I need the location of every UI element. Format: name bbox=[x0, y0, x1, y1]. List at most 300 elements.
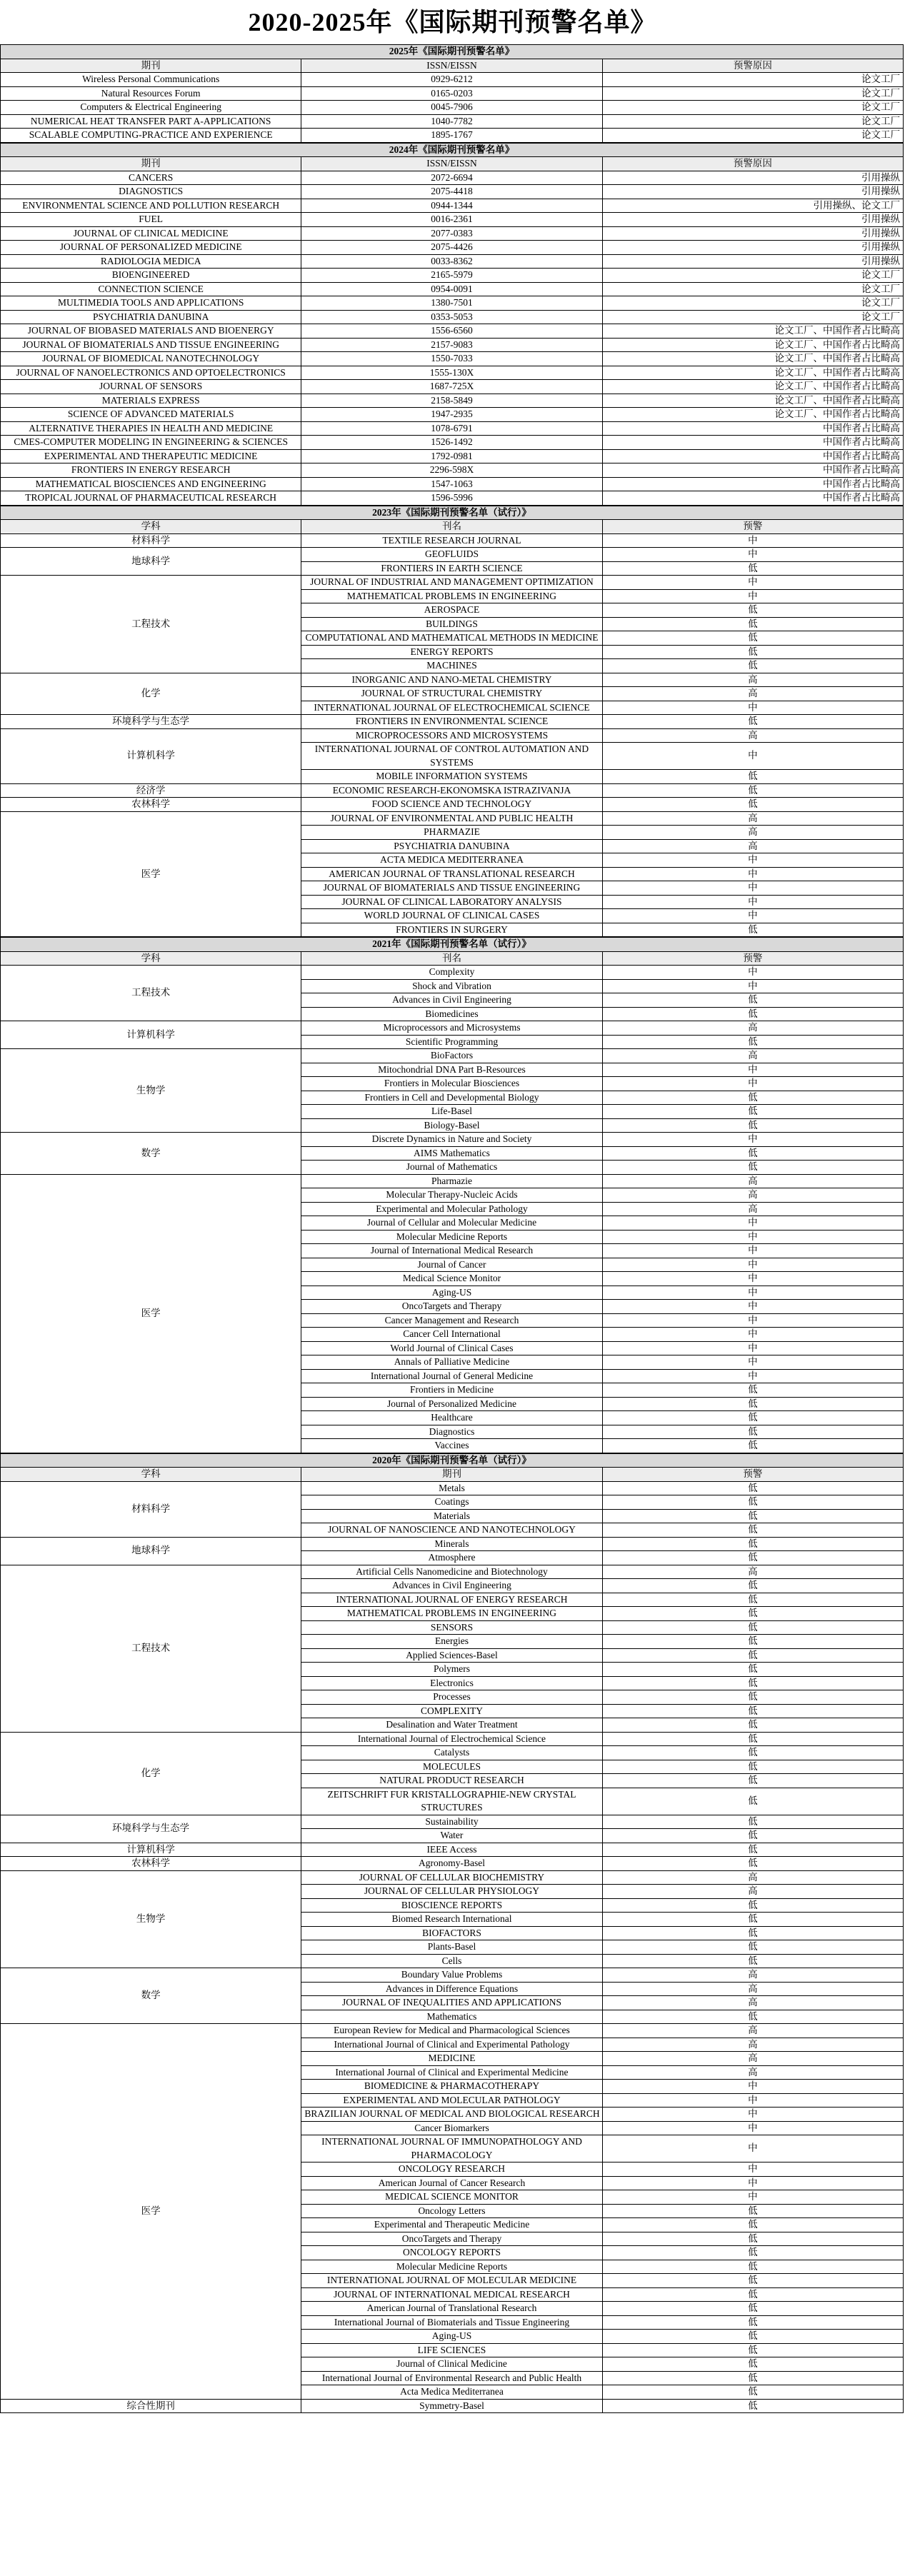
section-title: 2021年《国际期刊预警名单（试行）》 bbox=[1, 938, 904, 952]
warning-level: 中 bbox=[602, 1286, 903, 1300]
journal-name: ENVIRONMENTAL SCIENCE AND POLLUTION RESEARCH bbox=[1, 199, 301, 213]
journal-name: OncoTargets and Therapy bbox=[301, 2232, 602, 2246]
column-header: 预警原因 bbox=[602, 59, 903, 73]
warning-level: 低 bbox=[602, 2371, 903, 2385]
warning-reason: 中国作者占比畸高 bbox=[602, 449, 903, 463]
journal-name: MOLECULES bbox=[301, 1760, 602, 1774]
warning-level: 中 bbox=[602, 909, 903, 923]
journal-name: Aging-US bbox=[301, 1286, 602, 1300]
journal-name: FRONTIERS IN ENVIRONMENTAL SCIENCE bbox=[301, 715, 602, 729]
section-title: 2020年《国际期刊预警名单（试行）》 bbox=[1, 1453, 904, 1468]
subject-cell: 材料科学 bbox=[1, 533, 301, 548]
table-row bbox=[1, 1870, 904, 1885]
journal-name: FOOD SCIENCE AND TECHNOLOGY bbox=[301, 798, 602, 812]
subject-table bbox=[0, 1453, 904, 2414]
subject-cell: 环境科学与生态学 bbox=[1, 715, 301, 729]
table-row bbox=[1, 533, 904, 548]
journal-name: AIMS Mathematics bbox=[301, 1146, 602, 1161]
table-row bbox=[1, 2399, 904, 2413]
table-row bbox=[1, 296, 904, 311]
journal-name: Energies bbox=[301, 1635, 602, 1649]
warning-level: 低 bbox=[602, 2204, 903, 2218]
issn: 1596-5996 bbox=[301, 491, 602, 506]
issn: 0954-0091 bbox=[301, 282, 602, 296]
journal-name: RADIOLOGIA MEDICA bbox=[1, 254, 301, 269]
page-title: 2020-2025年《国际期刊预警名单》 bbox=[248, 8, 657, 36]
table-row bbox=[1, 171, 904, 185]
journal-name: International Journal of Electrochemical Science bbox=[301, 1732, 602, 1746]
warning-level: 高 bbox=[602, 2024, 903, 2038]
table-row bbox=[1, 811, 904, 826]
issn: 2072-6694 bbox=[301, 171, 602, 185]
issn: 0944-1344 bbox=[301, 199, 602, 213]
journal-name: INTERNATIONAL JOURNAL OF IMMUNOPATHOLOGY AND PHARMACOLOGY bbox=[301, 2135, 602, 2162]
warning-level: 中 bbox=[602, 2135, 903, 2162]
journal-name: AEROSPACE bbox=[301, 603, 602, 618]
table-row bbox=[1, 1481, 904, 1495]
warning-reason: 引用操纵、论文工厂 bbox=[602, 199, 903, 213]
journal-name: Cells bbox=[301, 1954, 602, 1968]
warning-reason: 中国作者占比畸高 bbox=[602, 463, 903, 478]
journal-name: BUILDINGS bbox=[301, 617, 602, 631]
table-row bbox=[1, 548, 904, 562]
subject-table bbox=[0, 506, 904, 938]
warning-level: 低 bbox=[602, 1676, 903, 1690]
journal-name: NATURAL PRODUCT RESEARCH bbox=[301, 1774, 602, 1788]
journal-name: PSYCHIATRIA DANUBINA bbox=[301, 839, 602, 853]
warning-level: 高 bbox=[602, 1870, 903, 1885]
journal-name: Computers & Electrical Engineering bbox=[1, 101, 301, 115]
warning-reason: 论文工厂 bbox=[602, 310, 903, 324]
journal-name: European Review for Medical and Pharmacological Sciences bbox=[301, 2024, 602, 2038]
journal-name: TROPICAL JOURNAL OF PHARMACEUTICAL RESEARCH bbox=[1, 491, 301, 506]
table-row bbox=[1, 436, 904, 450]
journal-name: JOURNAL OF NANOSCIENCE AND NANOTECHNOLOGY bbox=[301, 1523, 602, 1538]
warning-level: 低 bbox=[602, 1425, 903, 1439]
journal-name: Pharmazie bbox=[301, 1174, 602, 1188]
journal-name: Sustainability bbox=[301, 1815, 602, 1829]
table-row bbox=[1, 129, 904, 143]
warning-level: 中 bbox=[602, 1063, 903, 1077]
header-row bbox=[1, 520, 904, 534]
journal-name: Advances in Civil Engineering bbox=[301, 1579, 602, 1593]
journal-name: INTERNATIONAL JOURNAL OF CONTROL AUTOMATION AND SYSTEMS bbox=[301, 743, 602, 770]
warning-level: 低 bbox=[602, 1857, 903, 1871]
subject-cell: 医学 bbox=[1, 1174, 301, 1453]
warning-level: 低 bbox=[602, 2399, 903, 2413]
journal-name: JOURNAL OF CLINICAL MEDICINE bbox=[1, 226, 301, 241]
journal-name: SENSORS bbox=[301, 1620, 602, 1635]
journal-name: Agronomy-Basel bbox=[301, 1857, 602, 1871]
warning-level: 高 bbox=[602, 1885, 903, 1899]
warning-level: 高 bbox=[602, 839, 903, 853]
journal-name: International Journal of Environmental Research and Public Health bbox=[301, 2371, 602, 2385]
journal-name: Mathematics bbox=[301, 2010, 602, 2024]
warning-level: 高 bbox=[602, 1049, 903, 1063]
issn: 2075-4426 bbox=[301, 241, 602, 255]
warning-level: 中 bbox=[602, 1077, 903, 1091]
journal-name: JOURNAL OF INTERNATIONAL MEDICAL RESEARCH bbox=[301, 2287, 602, 2302]
warning-level: 低 bbox=[602, 1579, 903, 1593]
journal-name: AMERICAN JOURNAL OF TRANSLATIONAL RESEARCH bbox=[301, 867, 602, 881]
warning-level: 高 bbox=[602, 1968, 903, 1983]
journal-name: Applied Sciences-Basel bbox=[301, 1648, 602, 1663]
subject-cell: 工程技术 bbox=[1, 576, 301, 673]
warning-level: 低 bbox=[602, 2385, 903, 2400]
journal-name: JOURNAL OF BIOMATERIALS AND TISSUE ENGINEERING bbox=[301, 881, 602, 896]
warning-level: 低 bbox=[602, 1829, 903, 1843]
journal-name: CANCERS bbox=[1, 171, 301, 185]
journal-name: Journal of Cellular and Molecular Medicine bbox=[301, 1216, 602, 1231]
warning-level: 低 bbox=[602, 561, 903, 576]
journal-name: BIOFACTORS bbox=[301, 1926, 602, 1940]
warning-reason: 论文工厂、中国作者占比畸高 bbox=[602, 352, 903, 366]
column-header: ISSN/EISSN bbox=[301, 59, 602, 73]
warning-reason: 引用操纵 bbox=[602, 213, 903, 227]
warning-level: 中 bbox=[602, 1300, 903, 1314]
subject-cell: 地球科学 bbox=[1, 548, 301, 576]
warning-level: 低 bbox=[602, 1537, 903, 1551]
journal-name: JOURNAL OF SENSORS bbox=[1, 380, 301, 394]
journal-name: Journal of Mathematics bbox=[301, 1161, 602, 1175]
subject-cell: 综合性期刊 bbox=[1, 2399, 301, 2413]
warning-level: 低 bbox=[602, 993, 903, 1008]
column-header: 期刊 bbox=[1, 59, 301, 73]
subject-cell: 地球科学 bbox=[1, 1537, 301, 1565]
journal-name: Medical Science Monitor bbox=[301, 1272, 602, 1286]
warning-level: 低 bbox=[602, 1509, 903, 1523]
warning-level: 低 bbox=[602, 1161, 903, 1175]
table-row bbox=[1, 463, 904, 478]
journal-name: BioFactors bbox=[301, 1049, 602, 1063]
journal-name: Scientific Programming bbox=[301, 1035, 602, 1049]
section-title: 2025年《国际期刊预警名单》 bbox=[1, 45, 904, 59]
warning-level: 低 bbox=[602, 2287, 903, 2302]
warning-level: 低 bbox=[602, 2260, 903, 2274]
issn: 0045-7906 bbox=[301, 101, 602, 115]
journal-name: Biology-Basel bbox=[301, 1118, 602, 1133]
subject-cell: 生物学 bbox=[1, 1870, 301, 1968]
subject-cell: 医学 bbox=[1, 2024, 301, 2400]
journal-name: Symmetry-Basel bbox=[301, 2399, 602, 2413]
warning-level: 高 bbox=[602, 826, 903, 840]
journal-name: PHARMAZIE bbox=[301, 826, 602, 840]
table-row bbox=[1, 352, 904, 366]
subject-table bbox=[0, 937, 904, 1453]
subject-cell: 数学 bbox=[1, 1968, 301, 2024]
table-row bbox=[1, 1732, 904, 1746]
warning-level: 低 bbox=[602, 1551, 903, 1565]
warning-level: 高 bbox=[602, 1021, 903, 1036]
warning-level: 低 bbox=[602, 798, 903, 812]
journal-name: OncoTargets and Therapy bbox=[301, 1300, 602, 1314]
table-row bbox=[1, 1815, 904, 1829]
content bbox=[0, 44, 905, 2413]
table-row bbox=[1, 1021, 904, 1036]
journal-name: Molecular Medicine Reports bbox=[301, 2260, 602, 2274]
subject-cell: 数学 bbox=[1, 1133, 301, 1175]
journal-name: INTERNATIONAL JOURNAL OF ENERGY RESEARCH bbox=[301, 1593, 602, 1607]
issn: 2077-0383 bbox=[301, 226, 602, 241]
issn: 2075-4418 bbox=[301, 185, 602, 199]
warning-level: 中 bbox=[602, 979, 903, 993]
warning-level: 高 bbox=[602, 1174, 903, 1188]
journal-name: Cancer Management and Research bbox=[301, 1313, 602, 1328]
journal-name: Journal of International Medical Research bbox=[301, 1244, 602, 1258]
journal-name: Wireless Personal Communications bbox=[1, 73, 301, 87]
warning-level: 中 bbox=[602, 1369, 903, 1383]
journal-name: BIOENGINEERED bbox=[1, 269, 301, 283]
warning-level: 中 bbox=[602, 589, 903, 603]
warning-level: 低 bbox=[602, 603, 903, 618]
warning-level: 中 bbox=[602, 2176, 903, 2190]
journal-name: PSYCHIATRIA DANUBINA bbox=[1, 310, 301, 324]
section-title-row bbox=[1, 938, 904, 952]
journal-name: CONNECTION SCIENCE bbox=[1, 282, 301, 296]
table-row bbox=[1, 798, 904, 812]
warning-level: 高 bbox=[602, 673, 903, 687]
journal-name: BRAZILIAN JOURNAL OF MEDICAL AND BIOLOGICAL RESEARCH bbox=[301, 2108, 602, 2122]
journal-name: MACHINES bbox=[301, 659, 602, 673]
journal-name: Journal of Cancer bbox=[301, 1258, 602, 1272]
column-header: 期刊 bbox=[301, 1468, 602, 1482]
warning-level: 低 bbox=[602, 2315, 903, 2330]
column-header: 刊名 bbox=[301, 951, 602, 966]
column-header: 预警 bbox=[602, 520, 903, 534]
journal-name: INORGANIC AND NANO-METAL CHEMISTRY bbox=[301, 673, 602, 687]
warning-level: 高 bbox=[602, 2065, 903, 2080]
journal-name: DIAGNOSTICS bbox=[1, 185, 301, 199]
table-row bbox=[1, 101, 904, 115]
table-row bbox=[1, 226, 904, 241]
warning-reason: 论文工厂 bbox=[602, 101, 903, 115]
warning-reason: 论文工厂 bbox=[602, 114, 903, 129]
journal-name: Life-Basel bbox=[301, 1105, 602, 1119]
warning-level: 低 bbox=[602, 2246, 903, 2260]
journal-name: Advances in Civil Engineering bbox=[301, 993, 602, 1008]
warning-level: 低 bbox=[602, 1954, 903, 1968]
warning-level: 低 bbox=[602, 617, 903, 631]
journal-name: Annals of Palliative Medicine bbox=[301, 1355, 602, 1370]
table-row bbox=[1, 338, 904, 352]
issn: 0165-0203 bbox=[301, 86, 602, 101]
section-title-row bbox=[1, 1453, 904, 1468]
warning-level: 低 bbox=[602, 1815, 903, 1829]
table-row bbox=[1, 449, 904, 463]
warning-level: 高 bbox=[602, 2038, 903, 2052]
journal-name: American Journal of Cancer Research bbox=[301, 2176, 602, 2190]
journal-name: International Journal of Clinical and Experimental Pathology bbox=[301, 2038, 602, 2052]
warning-level: 低 bbox=[602, 1913, 903, 1927]
warning-level: 低 bbox=[602, 659, 903, 673]
journal-name: Frontiers in Medicine bbox=[301, 1383, 602, 1398]
warning-level: 低 bbox=[602, 1383, 903, 1398]
warning-level: 低 bbox=[602, 770, 903, 784]
warning-level: 高 bbox=[602, 1202, 903, 1216]
journal-name: Metals bbox=[301, 1481, 602, 1495]
warning-level: 低 bbox=[602, 1105, 903, 1119]
table-row bbox=[1, 1857, 904, 1871]
table-row bbox=[1, 421, 904, 436]
journal-name: Processes bbox=[301, 1690, 602, 1705]
warning-level: 高 bbox=[602, 1565, 903, 1579]
warning-reason: 论文工厂 bbox=[602, 86, 903, 101]
warning-level: 低 bbox=[602, 1091, 903, 1105]
journal-name: Vaccines bbox=[301, 1439, 602, 1453]
subject-cell: 农林科学 bbox=[1, 798, 301, 812]
warning-level: 低 bbox=[602, 1718, 903, 1733]
table-row bbox=[1, 380, 904, 394]
table-row bbox=[1, 1537, 904, 1551]
journal-name: Mitochondrial DNA Part B-Resources bbox=[301, 1063, 602, 1077]
journal-name: JOURNAL OF BIOMATERIALS AND TISSUE ENGINEERING bbox=[1, 338, 301, 352]
warning-level: 中 bbox=[602, 1341, 903, 1355]
subject-cell: 材料科学 bbox=[1, 1481, 301, 1537]
warning-level: 低 bbox=[602, 783, 903, 798]
warning-level: 中 bbox=[602, 1272, 903, 1286]
journal-name: JOURNAL OF INEQUALITIES AND APPLICATIONS bbox=[301, 1996, 602, 2010]
journal-name: Healthcare bbox=[301, 1411, 602, 1425]
warning-level: 低 bbox=[602, 1397, 903, 1411]
issn: 2158-5849 bbox=[301, 394, 602, 408]
table-row bbox=[1, 241, 904, 255]
table-row bbox=[1, 715, 904, 729]
warning-level: 中 bbox=[602, 2121, 903, 2135]
journal-name: Minerals bbox=[301, 1537, 602, 1551]
header-row bbox=[1, 59, 904, 73]
journal-name: Natural Resources Forum bbox=[1, 86, 301, 101]
journal-name: FRONTIERS IN SURGERY bbox=[301, 923, 602, 937]
warning-level: 低 bbox=[602, 1926, 903, 1940]
journal-name: ALTERNATIVE THERAPIES IN HEALTH AND MEDICINE bbox=[1, 421, 301, 436]
warning-level: 低 bbox=[602, 1411, 903, 1425]
journal-name: SCIENCE OF ADVANCED MATERIALS bbox=[1, 408, 301, 422]
journal-name: Artificial Cells Nanomedicine and Biotechnology bbox=[301, 1565, 602, 1579]
journal-name: JOURNAL OF BIOMEDICAL NANOTECHNOLOGY bbox=[1, 352, 301, 366]
warning-level: 中 bbox=[602, 1230, 903, 1244]
issn: 1947-2935 bbox=[301, 408, 602, 422]
warning-level: 中 bbox=[602, 1216, 903, 1231]
journal-name: Atmosphere bbox=[301, 1551, 602, 1565]
warning-level: 低 bbox=[602, 1648, 903, 1663]
table-row bbox=[1, 1968, 904, 1983]
warning-reason: 引用操纵 bbox=[602, 241, 903, 255]
warning-level: 低 bbox=[602, 631, 903, 646]
table-row bbox=[1, 114, 904, 129]
warning-level: 低 bbox=[602, 1146, 903, 1161]
journal-name: MATHEMATICAL PROBLEMS IN ENGINEERING bbox=[301, 1607, 602, 1621]
journal-name: Shock and Vibration bbox=[301, 979, 602, 993]
table-row bbox=[1, 366, 904, 380]
warning-reason: 引用操纵 bbox=[602, 171, 903, 185]
subject-cell: 计算机科学 bbox=[1, 1843, 301, 1857]
warning-level: 低 bbox=[602, 1760, 903, 1774]
warning-level: 中 bbox=[602, 1244, 903, 1258]
warning-reason: 中国作者占比畸高 bbox=[602, 436, 903, 450]
warning-level: 高 bbox=[602, 1188, 903, 1203]
table-row bbox=[1, 282, 904, 296]
table-row bbox=[1, 199, 904, 213]
header-row bbox=[1, 951, 904, 966]
journal-name: MEDICAL SCIENCE MONITOR bbox=[301, 2190, 602, 2205]
table-row bbox=[1, 1133, 904, 1147]
warning-reason: 引用操纵 bbox=[602, 226, 903, 241]
warning-level: 高 bbox=[602, 728, 903, 743]
journal-name: MATHEMATICAL BIOSCIENCES AND ENGINEERING bbox=[1, 477, 301, 491]
warning-reason: 中国作者占比畸高 bbox=[602, 491, 903, 506]
journal-name: Coatings bbox=[301, 1495, 602, 1510]
issn: 0033-8362 bbox=[301, 254, 602, 269]
warning-reason: 论文工厂 bbox=[602, 73, 903, 87]
journal-name: Water bbox=[301, 1829, 602, 1843]
warning-reason: 论文工厂、中国作者占比畸高 bbox=[602, 366, 903, 380]
warning-reason: 论文工厂、中国作者占比畸高 bbox=[602, 380, 903, 394]
journal-name: JOURNAL OF ENVIRONMENTAL AND PUBLIC HEALTH bbox=[301, 811, 602, 826]
warning-level: 中 bbox=[602, 1355, 903, 1370]
table-row bbox=[1, 728, 904, 743]
warning-level: 低 bbox=[602, 2330, 903, 2344]
warning-reason: 论文工厂、中国作者占比畸高 bbox=[602, 338, 903, 352]
warning-level: 中 bbox=[602, 2080, 903, 2094]
journal-name: International Journal of Biomaterials and Tissue Engineering bbox=[301, 2315, 602, 2330]
warning-level: 中 bbox=[602, 1328, 903, 1342]
warning-level: 中 bbox=[602, 576, 903, 590]
warning-level: 中 bbox=[602, 1133, 903, 1147]
warning-reason: 引用操纵 bbox=[602, 185, 903, 199]
warning-level: 低 bbox=[602, 1746, 903, 1760]
issn: 1895-1767 bbox=[301, 129, 602, 143]
warning-reason: 论文工厂 bbox=[602, 269, 903, 283]
warning-level: 低 bbox=[602, 1035, 903, 1049]
journal-name: Experimental and Therapeutic Medicine bbox=[301, 2218, 602, 2232]
subject-cell: 医学 bbox=[1, 811, 301, 937]
warning-reason: 论文工厂 bbox=[602, 129, 903, 143]
journal-name: GEOFLUIDS bbox=[301, 548, 602, 562]
journal-name: Acta Medica Mediterranea bbox=[301, 2385, 602, 2400]
warning-level: 低 bbox=[602, 2274, 903, 2288]
warning-level: 低 bbox=[602, 1620, 903, 1635]
issn: 1078-6791 bbox=[301, 421, 602, 436]
warning-level: 低 bbox=[602, 1118, 903, 1133]
journal-name: JOURNAL OF STRUCTURAL CHEMISTRY bbox=[301, 687, 602, 701]
journal-name: ENERGY REPORTS bbox=[301, 645, 602, 659]
warning-reason: 中国作者占比畸高 bbox=[602, 477, 903, 491]
table-row bbox=[1, 1843, 904, 1857]
table-row bbox=[1, 408, 904, 422]
issn: 2165-5979 bbox=[301, 269, 602, 283]
warning-level: 低 bbox=[602, 1439, 903, 1453]
warning-reason: 论文工厂、中国作者占比畸高 bbox=[602, 394, 903, 408]
table-row bbox=[1, 394, 904, 408]
warning-reason: 论文工厂、中国作者占比畸高 bbox=[602, 324, 903, 339]
table-row bbox=[1, 673, 904, 687]
header-row bbox=[1, 1468, 904, 1482]
column-header: 学科 bbox=[1, 1468, 301, 1482]
warning-level: 中 bbox=[602, 2093, 903, 2108]
warning-level: 中 bbox=[602, 701, 903, 715]
warning-level: 高 bbox=[602, 2052, 903, 2066]
journal-name: INTERNATIONAL JOURNAL OF MOLECULAR MEDICINE bbox=[301, 2274, 602, 2288]
subject-cell: 农林科学 bbox=[1, 1857, 301, 1871]
warning-level: 高 bbox=[602, 1982, 903, 1996]
warning-level: 低 bbox=[602, 1593, 903, 1607]
journal-name: Advances in Difference Equations bbox=[301, 1982, 602, 1996]
journal-name: MATERIALS EXPRESS bbox=[1, 394, 301, 408]
warning-level: 低 bbox=[602, 2343, 903, 2357]
journal-name: Journal of Personalized Medicine bbox=[301, 1397, 602, 1411]
issn: 1380-7501 bbox=[301, 296, 602, 311]
journal-name: FRONTIERS IN EARTH SCIENCE bbox=[301, 561, 602, 576]
